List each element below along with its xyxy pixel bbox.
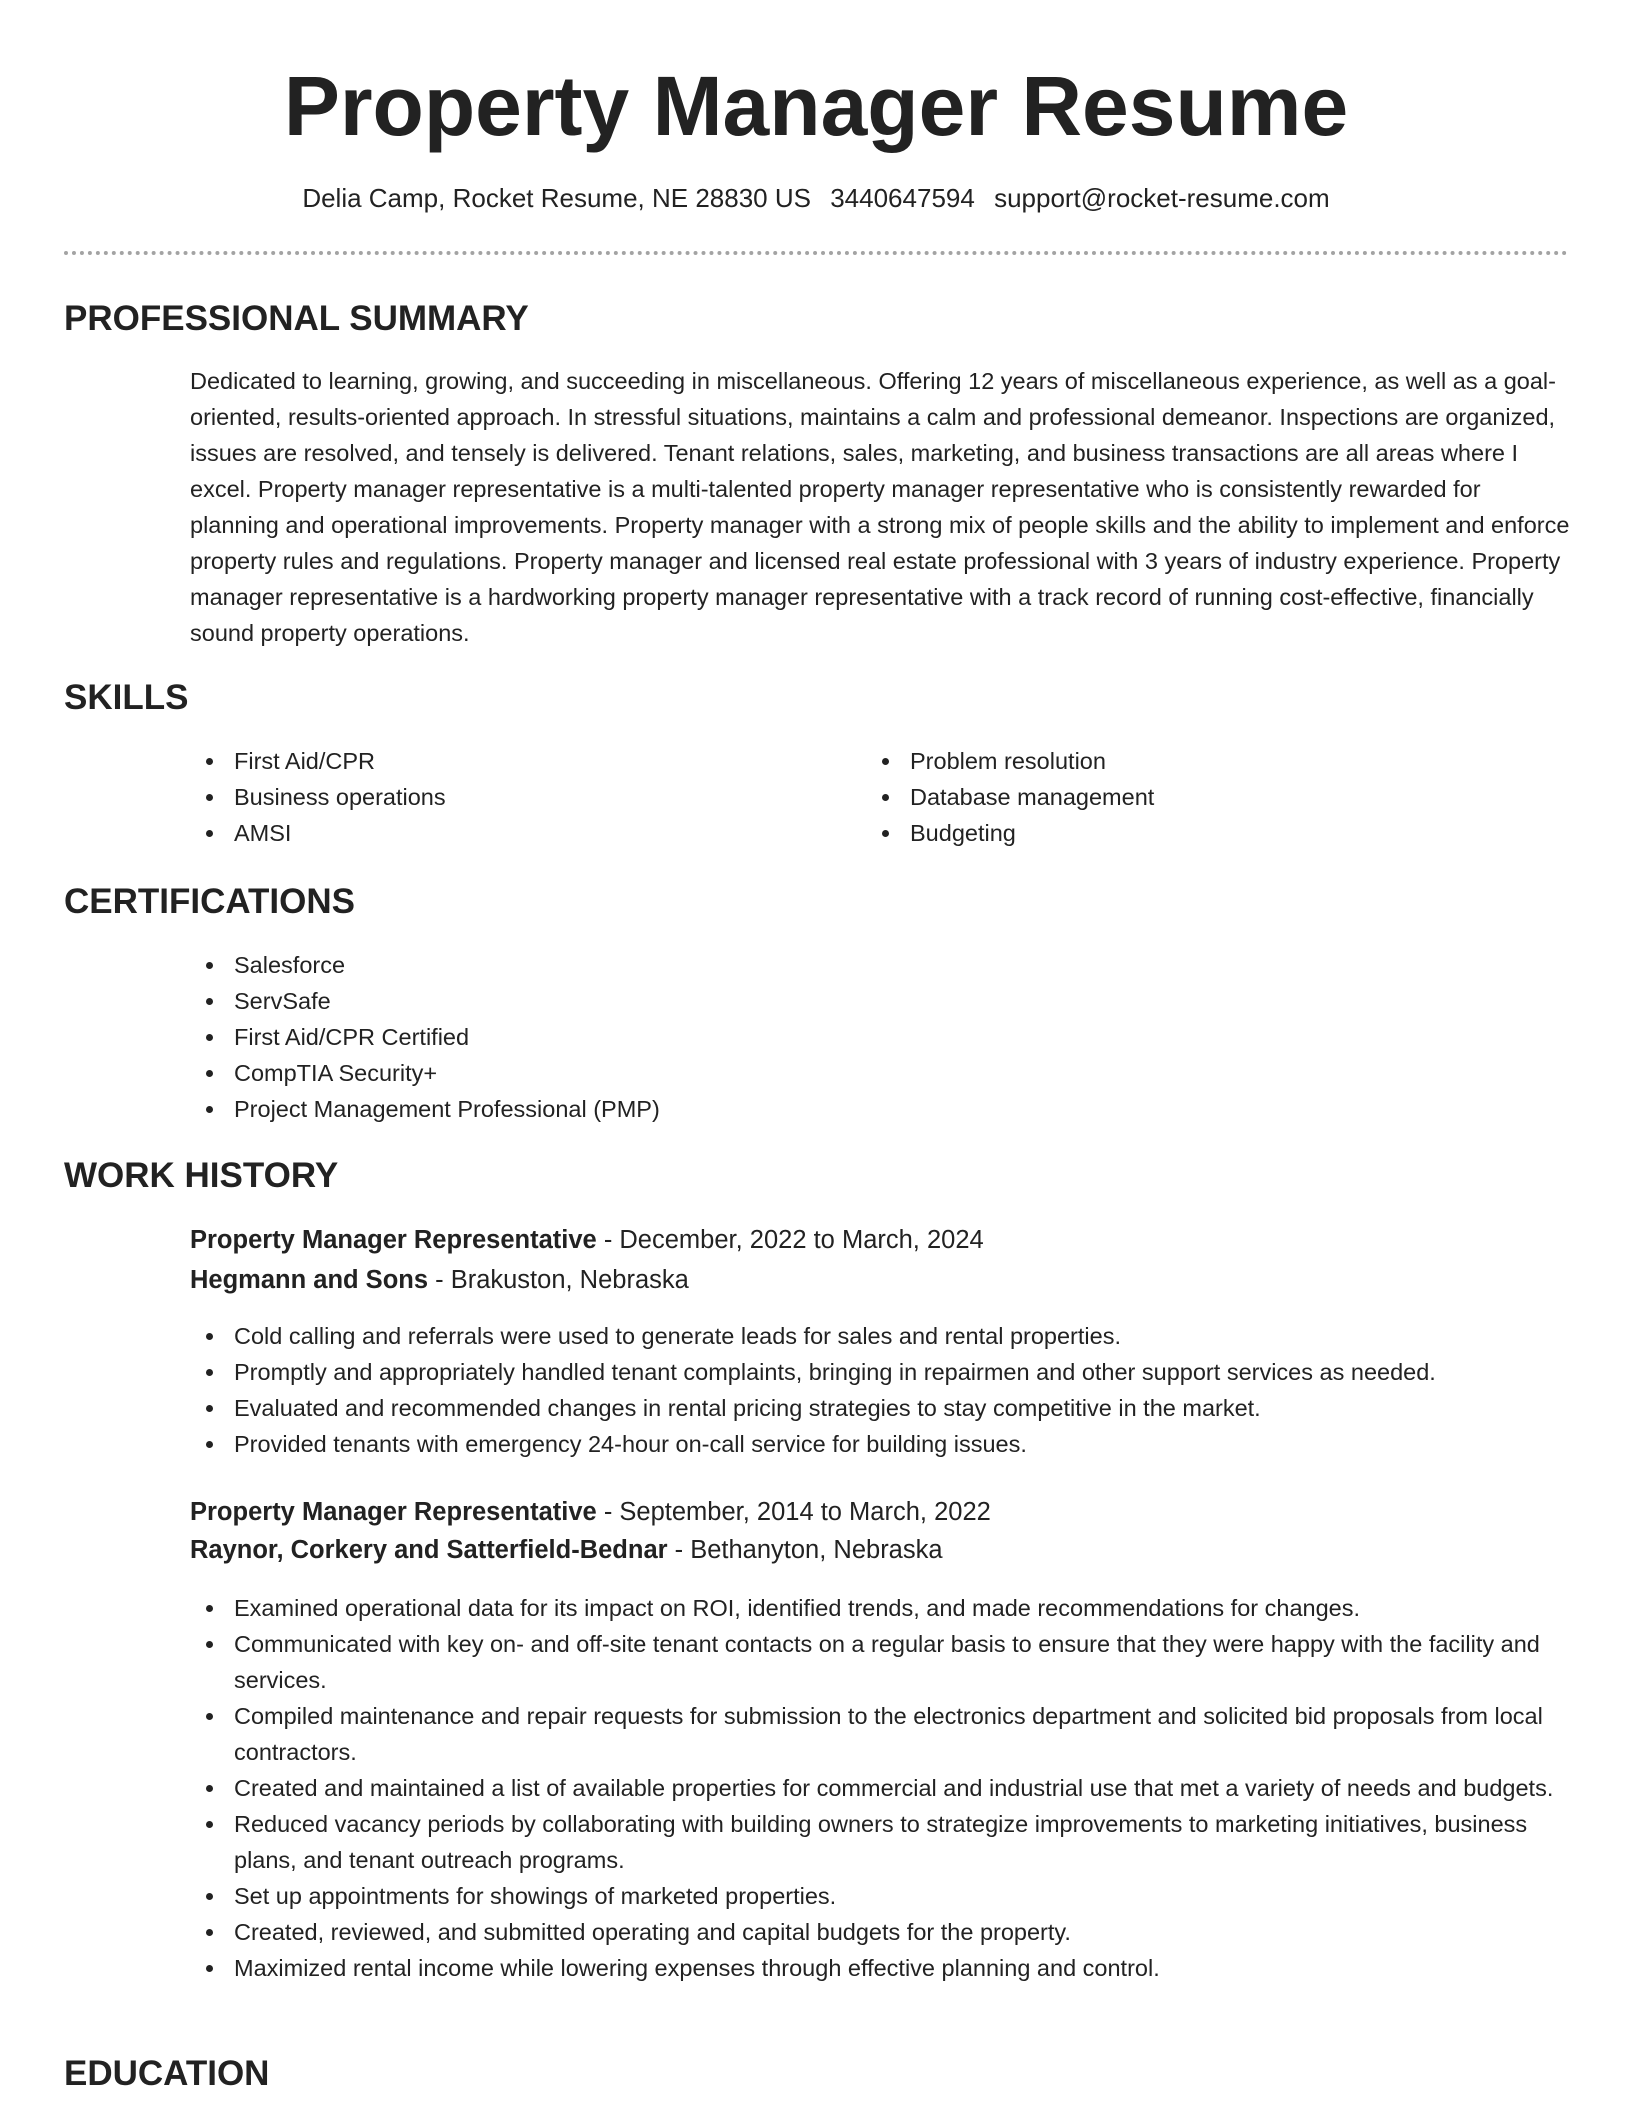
skills-list-left (190, 743, 830, 851)
job-dates: - December, 2022 to March, 2024 (596, 1226, 984, 1254)
job-company: Raynor, Corkery and Satterfield-Bednar (190, 1536, 668, 1564)
resume-title: Property Manager Resume (283, 59, 1349, 153)
job-duty: Promptly and appropriately handled tenant complaints, bringing in repairmen and other support services as needed. (190, 1354, 1570, 1390)
job-duty: Compiled maintenance and repair requests for submission to the electronics department and solicited bid proposals from local contractors. (190, 1698, 1570, 1770)
job-company-line (190, 1262, 689, 1298)
job-duty: Examined operational data for its impact on ROI, identified trends, and made recommendations for changes. (190, 1590, 1570, 1626)
job-duty: Set up appointments for showings of marketed properties. (190, 1878, 1570, 1914)
skill-item: Budgeting (866, 815, 1506, 851)
contact-address: Delia Camp, Rocket Resume, NE 28830 US (302, 183, 811, 213)
job-duty: Evaluated and recommended changes in rental pricing strategies to stay competitive in the market. (190, 1390, 1570, 1426)
certifications-heading: CERTIFICATIONS (64, 882, 356, 921)
summary-text: Dedicated to learning, growing, and succeeding in miscellaneous. Offering 12 years of miscellaneous experience, as well as a goal-oriented, results-oriented approach. In stressful situations, maintains a calm and professional demeanor. Inspections are organized, issues are resolved, and tensely is delivered. Tenant relations, sales, marketing, and business transactions are all areas where I excel. Property manager representative is a multi-talented property manager representative who is consistently rewarded for planning and operational improvements. Property manager with a strong mix of people skills and the ability to implement and enforce property rules and regulations. Property manager and licensed real estate professional with 3 years of industry experience. Property manager representative is a hardworking property manager representative with a track record of running cost-effective, financially sound property operations. (190, 368, 1570, 646)
job-duty: Created and maintained a list of available properties for commercial and industrial use that met a variety of needs and budgets. (190, 1770, 1570, 1806)
certification-item: CompTIA Security+ (190, 1055, 1570, 1091)
certification-item: Project Management Professional (PMP) (190, 1091, 1570, 1127)
job-dates: - September, 2014 to March, 2022 (596, 1498, 991, 1526)
job-duty: Maximized rental income while lowering expenses through effective planning and control. (190, 1950, 1570, 1986)
certification-item: Salesforce (190, 947, 1570, 983)
summary-heading: PROFESSIONAL SUMMARY (64, 299, 529, 338)
job-title-line (190, 1494, 991, 1530)
education-heading: EDUCATION (64, 2054, 270, 2093)
job-company-line (190, 1532, 943, 1568)
contact-line (64, 181, 1568, 215)
job-duty: Reduced vacancy periods by collaborating with building owners to strategize improvements to marketing initiatives, business plans, and tenant outreach programs. (190, 1806, 1570, 1878)
skill-item: AMSI (190, 815, 830, 851)
header-divider (64, 251, 1568, 255)
job-location: - Brakuston, Nebraska (428, 1266, 689, 1294)
contact-email: support@rocket-resume.com (994, 183, 1330, 213)
certifications-list (190, 947, 1570, 1127)
skill-item: Business operations (190, 779, 830, 815)
skill-item: Database management (866, 779, 1506, 815)
skill-item: First Aid/CPR (190, 743, 830, 779)
job-duty: Cold calling and referrals were used to generate leads for sales and rental properties. (190, 1318, 1570, 1354)
job-title-line (190, 1222, 984, 1258)
job-title: Property Manager Representative (190, 1226, 597, 1254)
job-title: Property Manager Representative (190, 1498, 597, 1526)
job-company: Hegmann and Sons (190, 1266, 429, 1294)
skills-list-right (866, 743, 1506, 851)
job-duty: Provided tenants with emergency 24-hour on-call service for building issues. (190, 1426, 1570, 1462)
resume-page (64, 0, 1568, 2112)
job-duties-list (190, 1590, 1570, 1986)
job-location: - Bethanyton, Nebraska (667, 1536, 943, 1564)
contact-phone: 3440647594 (830, 183, 975, 213)
skill-item: Problem resolution (866, 743, 1506, 779)
skills-heading: SKILLS (64, 678, 189, 717)
job-duties-list (190, 1318, 1570, 1462)
certification-item: ServSafe (190, 983, 1570, 1019)
job-duty: Created, reviewed, and submitted operating and capital budgets for the property. (190, 1914, 1570, 1950)
job-duty: Communicated with key on- and off-site tenant contacts on a regular basis to ensure that they were happy with the facility and services. (190, 1626, 1570, 1698)
certification-item: First Aid/CPR Certified (190, 1019, 1570, 1055)
work-history-heading: WORK HISTORY (64, 1156, 339, 1195)
